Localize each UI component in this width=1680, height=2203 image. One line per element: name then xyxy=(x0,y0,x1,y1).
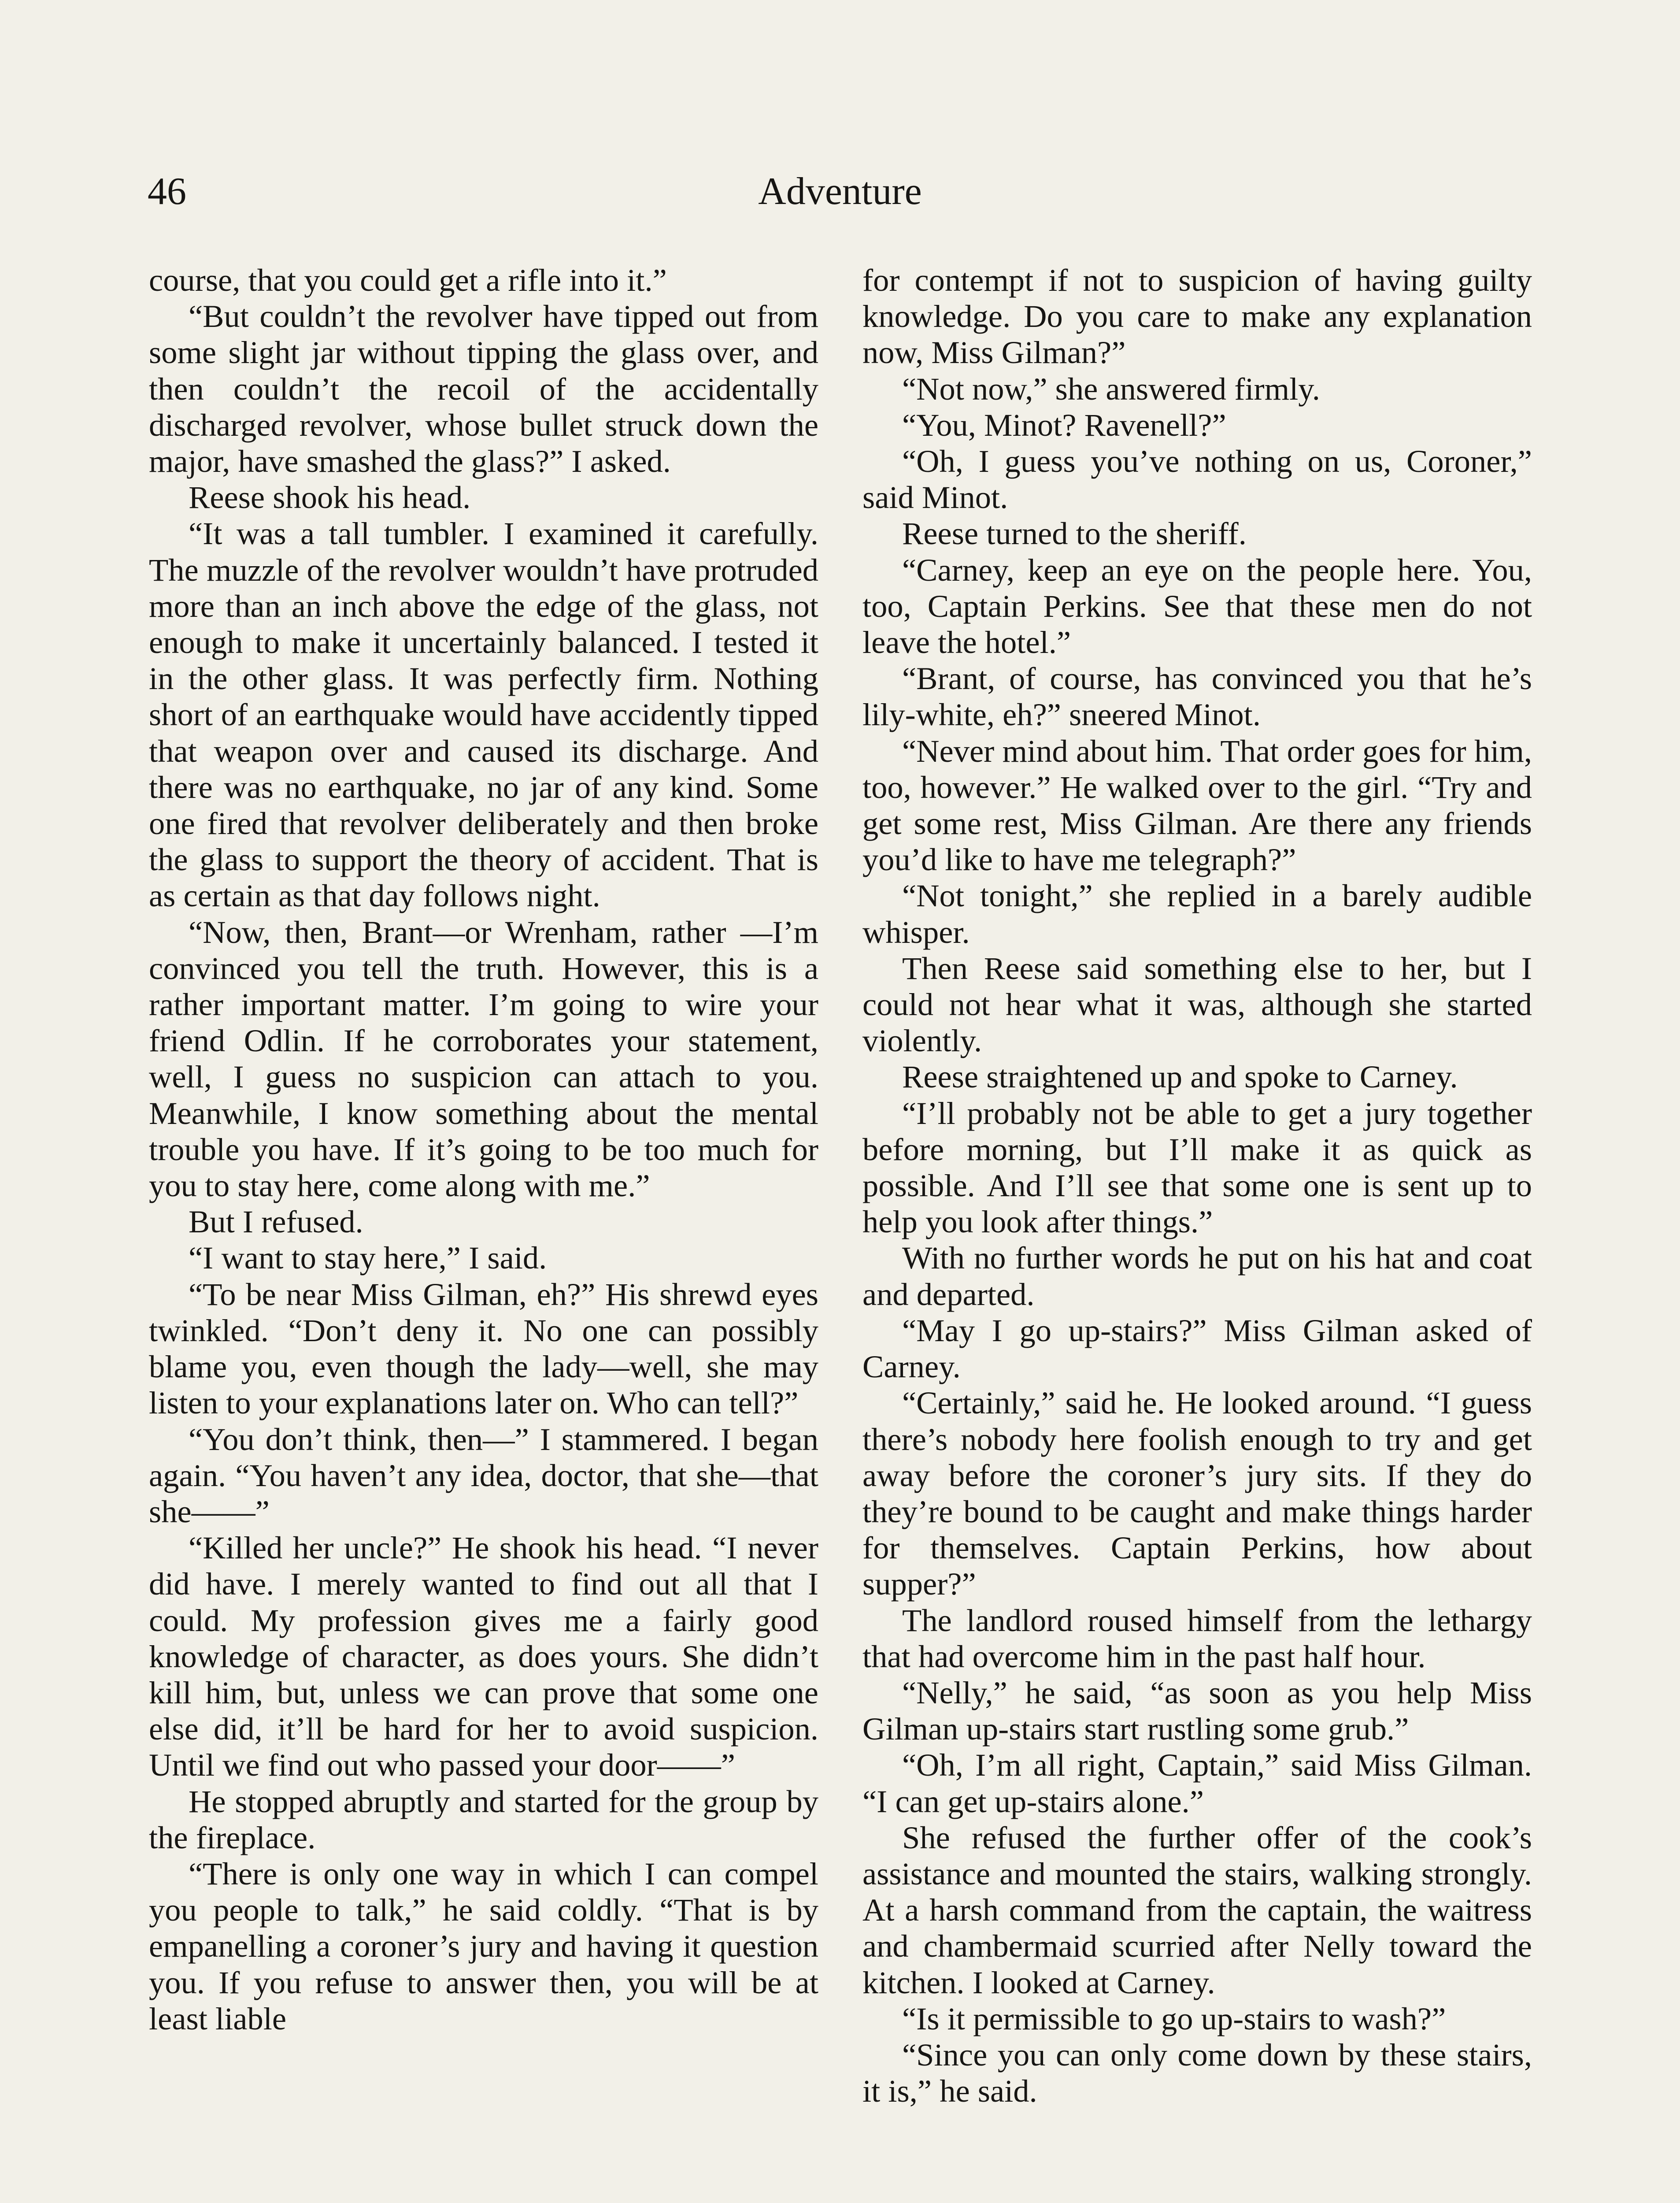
right-column-paragraph: “I’ll probably not be able to get a jury together before morning, but I’ll make it as quick as possible. And I’ll see that some one is sent up to help you look after things.” xyxy=(862,1095,1532,1240)
right-column-paragraph: “Oh, I’m all right, Captain,” said Miss Gilman. “I can get up-stairs alone.” xyxy=(862,1747,1532,1819)
left-column-paragraph: “It was a tall tumbler. I examined it carefully. The muzzle of the revolver wouldn’t have protruded more than an inch above the edge of the glass, not enough to make it uncertainly balanced. I tested it in the other glass. It was perfectly firm. Nothing short of an earthquake would have accidently tipped that weapon over and caused its discharge. And there was no earthquake, no jar of any kind. Some one fired that revolver deliberately and then broke the glass to support the theory of accident. That is as certain as that day follows night. xyxy=(149,516,818,914)
left-column-paragraph: “To be near Miss Gilman, eh?” His shrewd eyes twinkled. “Don’t deny it. No one can possibly blame you, even though the lady—well, she may listen to your explanations later on. Who can tell?” xyxy=(149,1276,818,1421)
right-column-paragraph: With no further words he put on his hat and coat and departed. xyxy=(862,1240,1532,1312)
right-column-paragraph: “May I go up-stairs?” Miss Gilman asked of Carney. xyxy=(862,1312,1532,1385)
right-column-paragraph: “Nelly,” he said, “as soon as you help Miss Gilman up-stairs start rustling some grub.” xyxy=(862,1674,1532,1747)
running-title: Adventure xyxy=(758,170,922,213)
right-text-column xyxy=(862,262,1532,2203)
right-column-paragraph: “Is it permissible to go up-stairs to wash?” xyxy=(902,2000,1446,2036)
right-column-paragraph: The landlord roused himself from the lethargy that had overcome him in the past half hour. xyxy=(862,1602,1532,1674)
left-column-paragraph: “There is only one way in which I can compel you people to talk,” he said coldly. “That is by empanelling a coroner’s jury and having it question you. If you refuse to answer then, you will be at least liable xyxy=(149,1855,818,2036)
right-column-paragraph: “Carney, keep an eye on the people here. You, too, Captain Perkins. See that these men do not leave the hotel.” xyxy=(862,552,1532,660)
left-column-paragraph: He stopped abruptly and started for the group by the fireplace. xyxy=(149,1783,818,1855)
right-column-paragraph: “Brant, of course, has convinced you that he’s lily-white, eh?” sneered Minot. xyxy=(862,660,1532,733)
left-column-paragraph: course, that you could get a rifle into it.” xyxy=(149,262,667,298)
right-column-paragraph: “Not tonight,” she replied in a barely audible whisper. xyxy=(862,878,1532,950)
left-column-paragraph: “Now, then, Brant—or Wrenham, rather —I’m convinced you tell the truth. However, this is a rather important matter. I’m going to wire your friend Odlin. If he corroborates your statement, well, I guess no suspicion can attach to you. Meanwhile, I know something about the mental trouble you have. If it’s going to be too much for you to stay here, come along with me.” xyxy=(149,914,818,1204)
right-column-paragraph: Then Reese said something else to her, but I could not hear what it was, although she started violently. xyxy=(862,950,1532,1059)
right-column-paragraph: “Never mind about him. That order goes for him, too, however.” He walked over to the girl. “Try and get some rest, Miss Gilman. Are there any friends you’d like to have me telegraph?” xyxy=(862,733,1532,878)
right-column-paragraph: “Since you can only come down by these stairs, it is,” he said. xyxy=(862,2036,1532,2109)
right-column-paragraph: She refused the further offer of the cook’s assistance and mounted the stairs, walking strongly. At a harsh command from the captain, the waitress and chambermaid scurried after Nelly toward the kitchen. I looked at Carney. xyxy=(862,1819,1532,2000)
left-column-paragraph: “I want to stay here,” I said. xyxy=(189,1240,547,1276)
left-column-paragraph: But I refused. xyxy=(189,1204,363,1240)
right-column-paragraph: “Certainly,” said he. He looked around. “I guess there’s nobody here foolish enough to try and get away before the coroner’s jury sits. If they do they’re bound to be caught and make things harder for themselves. Captain Perkins, how about supper?” xyxy=(862,1385,1532,1602)
right-column-paragraph: Reese straightened up and spoke to Carney. xyxy=(902,1059,1458,1095)
right-column-paragraph: “Oh, I guess you’ve nothing on us, Coroner,” said Minot. xyxy=(862,443,1532,516)
left-column-paragraph: Reese shook his head. xyxy=(189,479,471,516)
right-column-paragraph: for contempt if not to suspicion of having guilty knowledge. Do you care to make any explanation now, Miss Gilman?” xyxy=(862,262,1532,371)
right-column-paragraph: “Not now,” she answered firmly. xyxy=(902,371,1320,407)
left-text-column xyxy=(149,262,818,2203)
left-column-paragraph: “But couldn’t the revolver have tipped out from some slight jar without tipping the glass over, and then couldn’t the recoil of the accidentally discharged revolver, whose bullet struck down the major, have smashed the glass?” I asked. xyxy=(149,298,818,479)
left-column-paragraph: “Killed her uncle?” He shook his head. “I never did have. I merely wanted to find out all that I could. My profession gives me a fairly good knowledge of character, as does yours. She didn’t kill him, but, unless we can prove that some one else did, it’ll be hard for her to avoid suspicion. Until we find out who passed your door——” xyxy=(149,1530,818,1783)
page-number: 46 xyxy=(148,170,186,213)
left-column-paragraph: “You don’t think, then—” I stammered. I began again. “You haven’t any idea, doctor, that she—that she——” xyxy=(149,1421,818,1529)
right-column-paragraph: “You, Minot? Ravenell?” xyxy=(902,407,1226,443)
right-column-paragraph: Reese turned to the sheriff. xyxy=(902,516,1247,552)
